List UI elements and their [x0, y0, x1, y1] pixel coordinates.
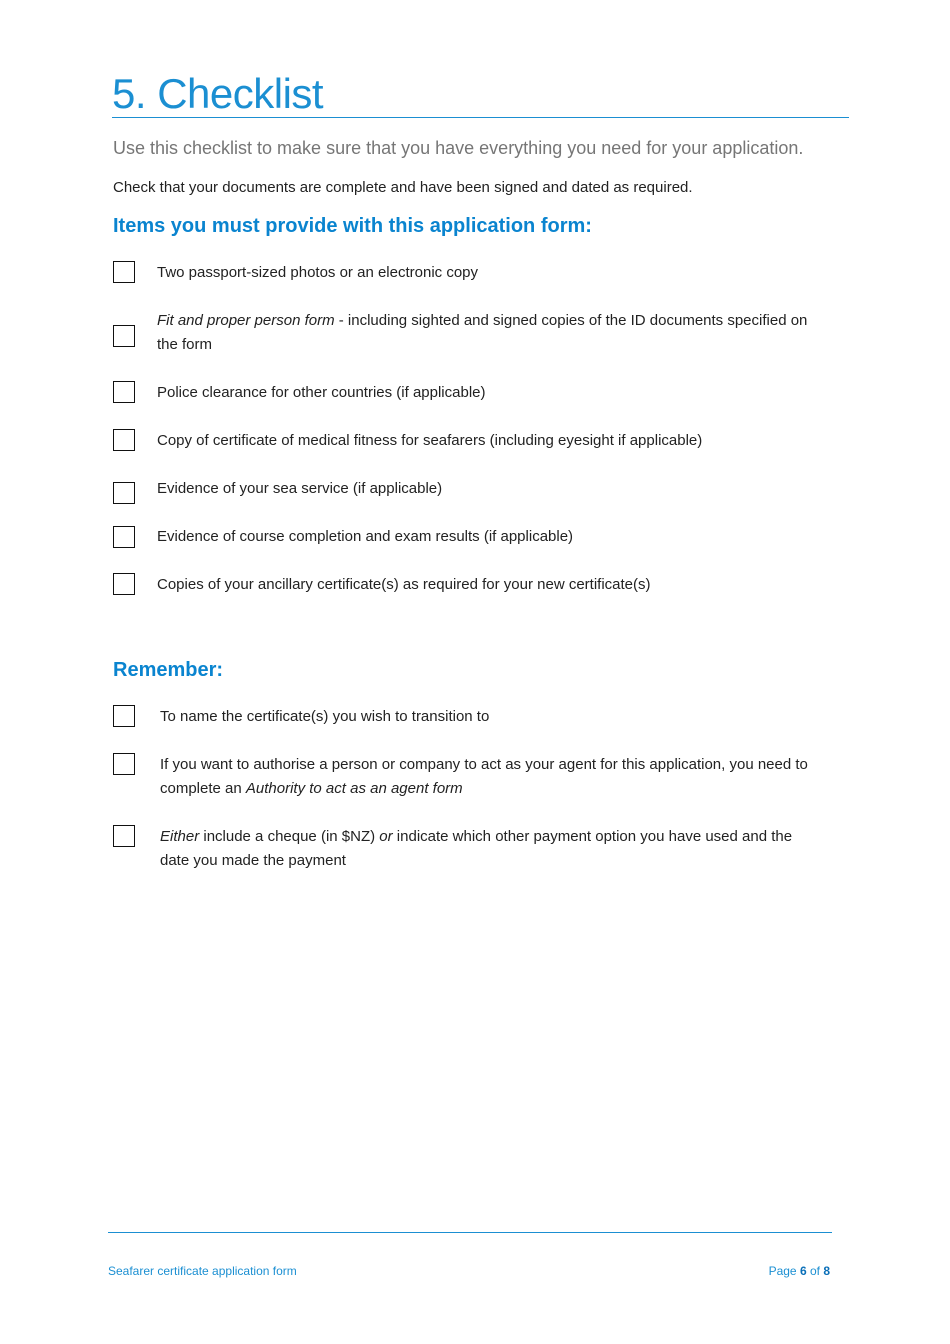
page-title: 5. Checklist [112, 70, 324, 117]
checklist-item-label: Police clearance for other countries (if applicable) [157, 384, 486, 401]
checklist-item-label [157, 309, 827, 357]
page-number [769, 1263, 830, 1279]
checklist-item-label: Evidence of course completion and exam results (if applicable) [157, 528, 574, 545]
provide-items-heading: Items you must provide with this application form: [113, 215, 592, 237]
ancillary-certificates-checkbox[interactable] [113, 573, 135, 595]
checklist-item-label [160, 825, 825, 873]
checklist-item-label: Two passport-sized photos or an electronic copy [157, 264, 478, 281]
photos-checkbox[interactable] [113, 261, 135, 283]
title-divider [112, 117, 849, 118]
footer-divider [108, 1232, 832, 1233]
fit-proper-person-form-name: Fit and proper person form [157, 312, 335, 329]
payment-or: or [379, 828, 393, 845]
checklist-item-label: Copy of certificate of medical fitness for seafarers (including eyesight if applicable) [157, 432, 703, 449]
page-of: of [806, 1264, 824, 1278]
agent-authority-checkbox[interactable] [113, 753, 135, 775]
payment-text-part1: include a cheque (in $NZ) [199, 828, 380, 845]
checklist-item-label [160, 753, 825, 801]
intro-text: Use this checklist to make sure that you have everything you need for your application. [113, 138, 804, 158]
sea-service-checkbox[interactable] [113, 482, 135, 504]
payment-checkbox[interactable] [113, 825, 135, 847]
checklist-item-label: Evidence of your sea service (if applicable) [157, 480, 443, 497]
checklist-item-label: Copies of your ancillary certificate(s) as required for your new certificate(s) [157, 576, 651, 593]
footer-form-name: Seafarer certificate application form [108, 1264, 297, 1278]
agent-authority-form-name: Authority to act as an agent form [245, 780, 463, 797]
payment-text-part2: indicate which other payment option you have used and the date you made the payment [160, 828, 793, 869]
payment-either: Either [160, 828, 200, 845]
remember-heading: Remember: [113, 659, 224, 681]
fit-proper-person-details: - including sighted and signed copies of the ID documents specified on the form [157, 312, 808, 353]
fit-proper-person-checkbox[interactable] [113, 325, 135, 347]
instruction-text: Check that your documents are complete and have been signed and dated as required. [113, 179, 693, 196]
agent-authority-text: If you want to authorise a person or company to act as your agent for this application, you need to complete an [160, 756, 808, 797]
checklist-item-label: To name the certificate(s) you wish to transition to [160, 708, 490, 725]
course-completion-checkbox[interactable] [113, 526, 135, 548]
page-label: Page [768, 1264, 800, 1278]
medical-fitness-checkbox[interactable] [113, 429, 135, 451]
police-clearance-checkbox[interactable] [113, 381, 135, 403]
page-total: 8 [823, 1264, 830, 1278]
page-current: 6 [799, 1264, 807, 1278]
certificate-name-checkbox[interactable] [113, 705, 135, 727]
